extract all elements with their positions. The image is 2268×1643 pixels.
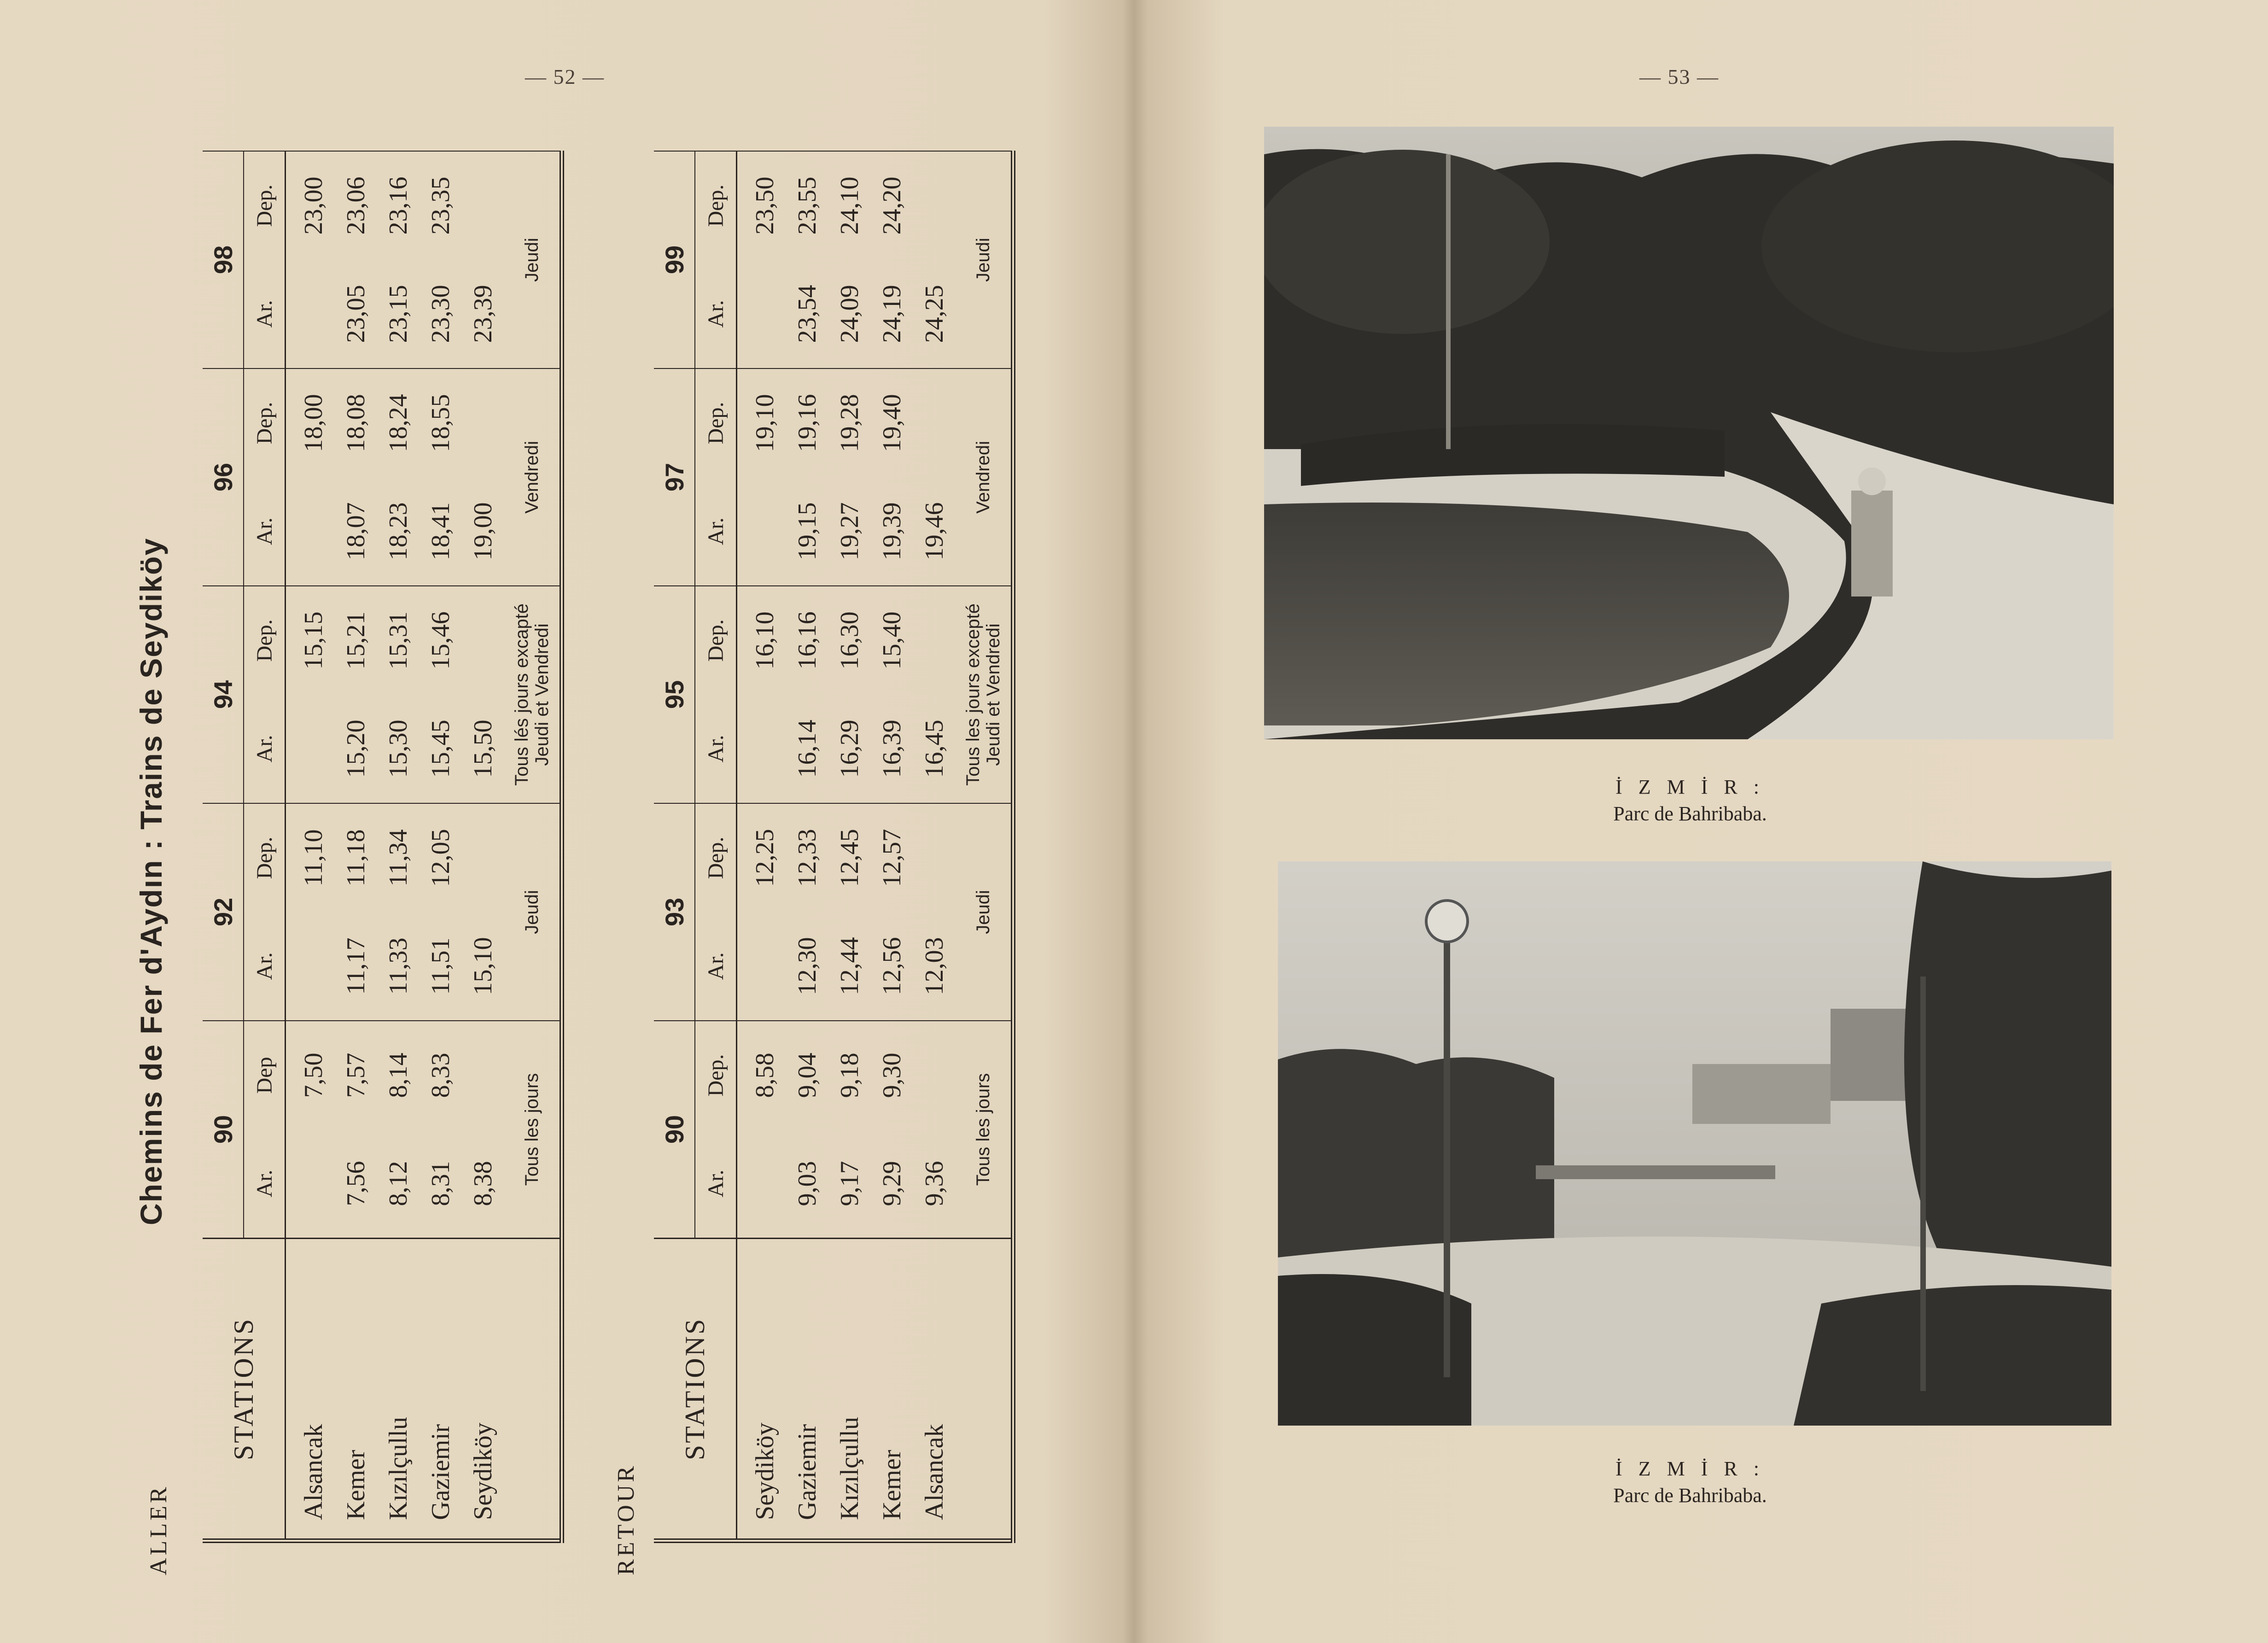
park-photo-walkway (1278, 861, 2111, 1426)
departure-time: 23,06 (335, 151, 377, 260)
departure-time: 9,04 (786, 1021, 828, 1129)
arrival-time: 9,29 (878, 1161, 906, 1206)
timetable-page-rotated (83, 92, 1082, 1575)
departure-time: 15,15 (286, 586, 335, 695)
park-photo-pond (1264, 127, 2114, 739)
departure-time: 9,30 (871, 1021, 913, 1129)
station-name: Kemer (871, 1239, 913, 1541)
arrival-time: 18,23 (384, 502, 413, 561)
caption-location: İ Z M İ R : (1615, 1457, 1765, 1480)
departure-time: 23,55 (786, 151, 828, 260)
arrival-time: 15,50 (469, 719, 497, 778)
departure-time: 8,58 (737, 1021, 787, 1129)
departure-time: 11,18 (335, 803, 377, 912)
train-note: Jeudi (956, 803, 1013, 1021)
departure-header: Dep. (695, 803, 737, 912)
arrival-time (737, 260, 787, 368)
arrival-time: 19,00 (469, 502, 497, 561)
station-name: Gaziemir (420, 1239, 462, 1541)
station-name: Kızılçullu (377, 1239, 420, 1541)
train-number: 90 (203, 1021, 244, 1239)
aller-timetable (203, 151, 564, 1543)
arrival-time: 19,39 (878, 502, 906, 561)
arrival-time: 18,41 (426, 502, 455, 561)
train-number: 96 (203, 368, 244, 586)
departure-header: Dep. (244, 586, 286, 695)
arrival-time: 8,31 (426, 1161, 455, 1206)
departure-time: 15,31 (377, 586, 420, 695)
departure-time: 23,35 (420, 151, 462, 260)
arrival-time: 15,20 (342, 719, 370, 778)
arrival-time: 19,27 (835, 502, 864, 561)
arrival-time (737, 477, 787, 586)
departure-time: 19,28 (828, 368, 871, 477)
arrival-time: 7,56 (342, 1161, 370, 1206)
arrival-time: 16,39 (878, 719, 906, 778)
arrival-time: 11,33 (384, 937, 413, 995)
arrival-time (286, 1129, 335, 1239)
arrival-header: Ar. (244, 477, 286, 586)
departure-header: Dep. (244, 803, 286, 912)
arrival-header: Ar. (695, 1129, 737, 1239)
arrival-time: 15,10 (469, 937, 497, 995)
arrival-time: 23,15 (384, 285, 413, 343)
note-spacer (504, 1239, 562, 1541)
retour-label: RETOUR (613, 1463, 639, 1575)
arrival-time: 16,29 (835, 719, 864, 778)
arrival-time: 12,56 (878, 937, 906, 995)
train-note: Vendredi (504, 368, 562, 586)
departure-time: 18,24 (377, 368, 420, 477)
note-spacer (956, 1239, 1013, 1541)
departure-header: Dep (244, 1021, 286, 1129)
departure-header: Dep. (695, 586, 737, 695)
arrival-header: Ar. (695, 912, 737, 1021)
station-name: Seydiköy (737, 1239, 787, 1541)
train-note: Vendredi (956, 368, 1013, 586)
arrival-time: 9,17 (835, 1161, 864, 1206)
departure-time: 12,05 (420, 803, 462, 912)
departure-header: Dep. (695, 368, 737, 477)
table-row (913, 151, 956, 1541)
page-number-left: — 52 — (525, 65, 605, 88)
station-name: Alsancak (913, 1239, 956, 1541)
aller-rows (286, 151, 505, 1541)
table-row (737, 151, 787, 1541)
departure-time: 24,10 (828, 151, 871, 260)
arrival-time (737, 695, 787, 803)
departure-time: 9,18 (828, 1021, 871, 1129)
page-number-right: — 53 — (1639, 65, 1719, 88)
arrival-time: 8,38 (469, 1161, 497, 1206)
arrival-time: 15,45 (426, 719, 455, 778)
arrival-time: 16,45 (920, 719, 949, 778)
arrival-time (737, 1129, 787, 1239)
table-row (462, 151, 504, 1541)
departure-time: 16,16 (786, 586, 828, 695)
arrival-time (286, 477, 335, 586)
station-name: Alsancak (286, 1239, 335, 1541)
departure-time (913, 586, 956, 695)
departure-time (913, 803, 956, 912)
arrival-time: 15,30 (384, 719, 413, 778)
park-photo-pond-image (1264, 127, 2114, 739)
departure-time (462, 586, 504, 695)
train-number: 95 (654, 586, 695, 803)
arrival-time: 12,30 (793, 937, 822, 995)
departure-time: 23,16 (377, 151, 420, 260)
train-note: Jeudi (504, 803, 562, 1021)
arrival-time (286, 695, 335, 803)
arrival-header: Ar. (695, 260, 737, 368)
caption-text: Parc de Bahribaba. (1613, 802, 1767, 825)
departure-time: 15,46 (420, 586, 462, 695)
arrival-header: Ar. (695, 477, 737, 586)
train-note: Jeudi (956, 151, 1013, 368)
arrival-time: 23,30 (426, 285, 455, 343)
arrival-time: 18,07 (342, 502, 370, 561)
departure-time (462, 1021, 504, 1129)
table-row (377, 151, 420, 1541)
arrival-header: Ar. (695, 695, 737, 803)
arrival-time: 19,46 (920, 502, 949, 561)
departure-time: 24,20 (871, 151, 913, 260)
arrival-time: 12,44 (835, 937, 864, 995)
caption-location: İ Z M İ R : (1615, 776, 1765, 798)
arrival-time: 9,36 (920, 1161, 949, 1206)
station-name: Gaziemir (786, 1239, 828, 1541)
departure-time: 8,14 (377, 1021, 420, 1129)
train-note: Tous les jours (504, 1021, 562, 1239)
arrival-time (286, 260, 335, 368)
photo-caption-1 (1506, 774, 1874, 827)
train-note: Tous les jours excepté Jeudi et Vendredi (956, 586, 1013, 803)
arrival-time: 23,39 (469, 285, 497, 343)
departure-time: 7,57 (335, 1021, 377, 1129)
table-row (420, 151, 462, 1541)
departure-time (913, 1021, 956, 1129)
stations-header: STATIONS (203, 1239, 286, 1541)
retour-timetable (654, 151, 1015, 1543)
train-note: Jeudi (504, 151, 562, 368)
train-number: 98 (203, 151, 244, 368)
departure-time: 16,10 (737, 586, 787, 695)
departure-header: Dep. (695, 1021, 737, 1129)
departure-time: 18,55 (420, 368, 462, 477)
arrival-time (286, 912, 335, 1021)
park-photo-walkway-image (1278, 861, 2111, 1426)
departure-header: Dep. (244, 151, 286, 260)
stations-header: STATIONS (654, 1239, 737, 1541)
departure-time: 15,40 (871, 586, 913, 695)
departure-time: 12,57 (871, 803, 913, 912)
aller-label: ALLER (146, 1484, 172, 1575)
arrival-time: 19,15 (793, 502, 822, 561)
departure-time: 23,50 (737, 151, 787, 260)
table-row (871, 151, 913, 1541)
train-number: 94 (203, 586, 244, 803)
arrival-time: 11,51 (426, 937, 455, 995)
train-note: Tous lés jours excapté Jeudi et Vendredi (504, 586, 562, 803)
arrival-header: Ar. (244, 912, 286, 1021)
departure-time: 11,10 (286, 803, 335, 912)
train-number: 99 (654, 151, 695, 368)
arrival-header: Ar. (244, 260, 286, 368)
departure-time: 15,21 (335, 586, 377, 695)
arrival-time (737, 912, 787, 1021)
departure-time: 11,34 (377, 803, 420, 912)
arrival-time: 24,19 (878, 285, 906, 343)
train-number: 90 (654, 1021, 695, 1239)
departure-time: 12,45 (828, 803, 871, 912)
departure-time: 19,10 (737, 368, 787, 477)
station-name: Kemer (335, 1239, 377, 1541)
departure-time (462, 803, 504, 912)
table-row (335, 151, 377, 1541)
station-name: Kızılçullu (828, 1239, 871, 1541)
page-title: Chemins de Fer d'Aydın : Trains de Seydiköy (134, 538, 168, 1225)
table-row (286, 151, 335, 1541)
arrival-time: 23,54 (793, 285, 822, 343)
arrival-header: Ar. (244, 695, 286, 803)
departure-time: 12,25 (737, 803, 787, 912)
departure-header: Dep. (695, 151, 737, 260)
departure-time: 16,30 (828, 586, 871, 695)
arrival-time: 11,17 (342, 937, 370, 995)
departure-time: 23,00 (286, 151, 335, 260)
departure-time: 8,33 (420, 1021, 462, 1129)
arrival-time: 8,12 (384, 1161, 413, 1206)
train-number: 97 (654, 368, 695, 586)
arrival-header: Ar. (244, 1129, 286, 1239)
departure-time: 7,50 (286, 1021, 335, 1129)
arrival-time: 24,09 (835, 285, 864, 343)
arrival-time: 24,25 (920, 285, 949, 343)
departure-time: 18,00 (286, 368, 335, 477)
departure-time: 19,16 (786, 368, 828, 477)
train-note: Tous les jours (956, 1021, 1013, 1239)
table-row (786, 151, 828, 1541)
retour-rows (737, 151, 956, 1541)
arrival-time: 16,14 (793, 719, 822, 778)
photo-caption-2 (1506, 1456, 1874, 1509)
departure-time (913, 151, 956, 260)
station-name: Seydiköy (462, 1239, 504, 1541)
train-number: 93 (654, 803, 695, 1021)
departure-header: Dep. (244, 368, 286, 477)
departure-time (913, 368, 956, 477)
departure-time (462, 151, 504, 260)
departure-time: 18,08 (335, 368, 377, 477)
table-row (828, 151, 871, 1541)
arrival-time: 9,03 (793, 1161, 822, 1206)
arrival-time: 23,05 (342, 285, 370, 343)
departure-time (462, 368, 504, 477)
train-number: 92 (203, 803, 244, 1021)
departure-time: 12,33 (786, 803, 828, 912)
departure-time: 19,40 (871, 368, 913, 477)
arrival-time: 12,03 (920, 937, 949, 995)
caption-text: Parc de Bahribaba. (1613, 1484, 1767, 1507)
